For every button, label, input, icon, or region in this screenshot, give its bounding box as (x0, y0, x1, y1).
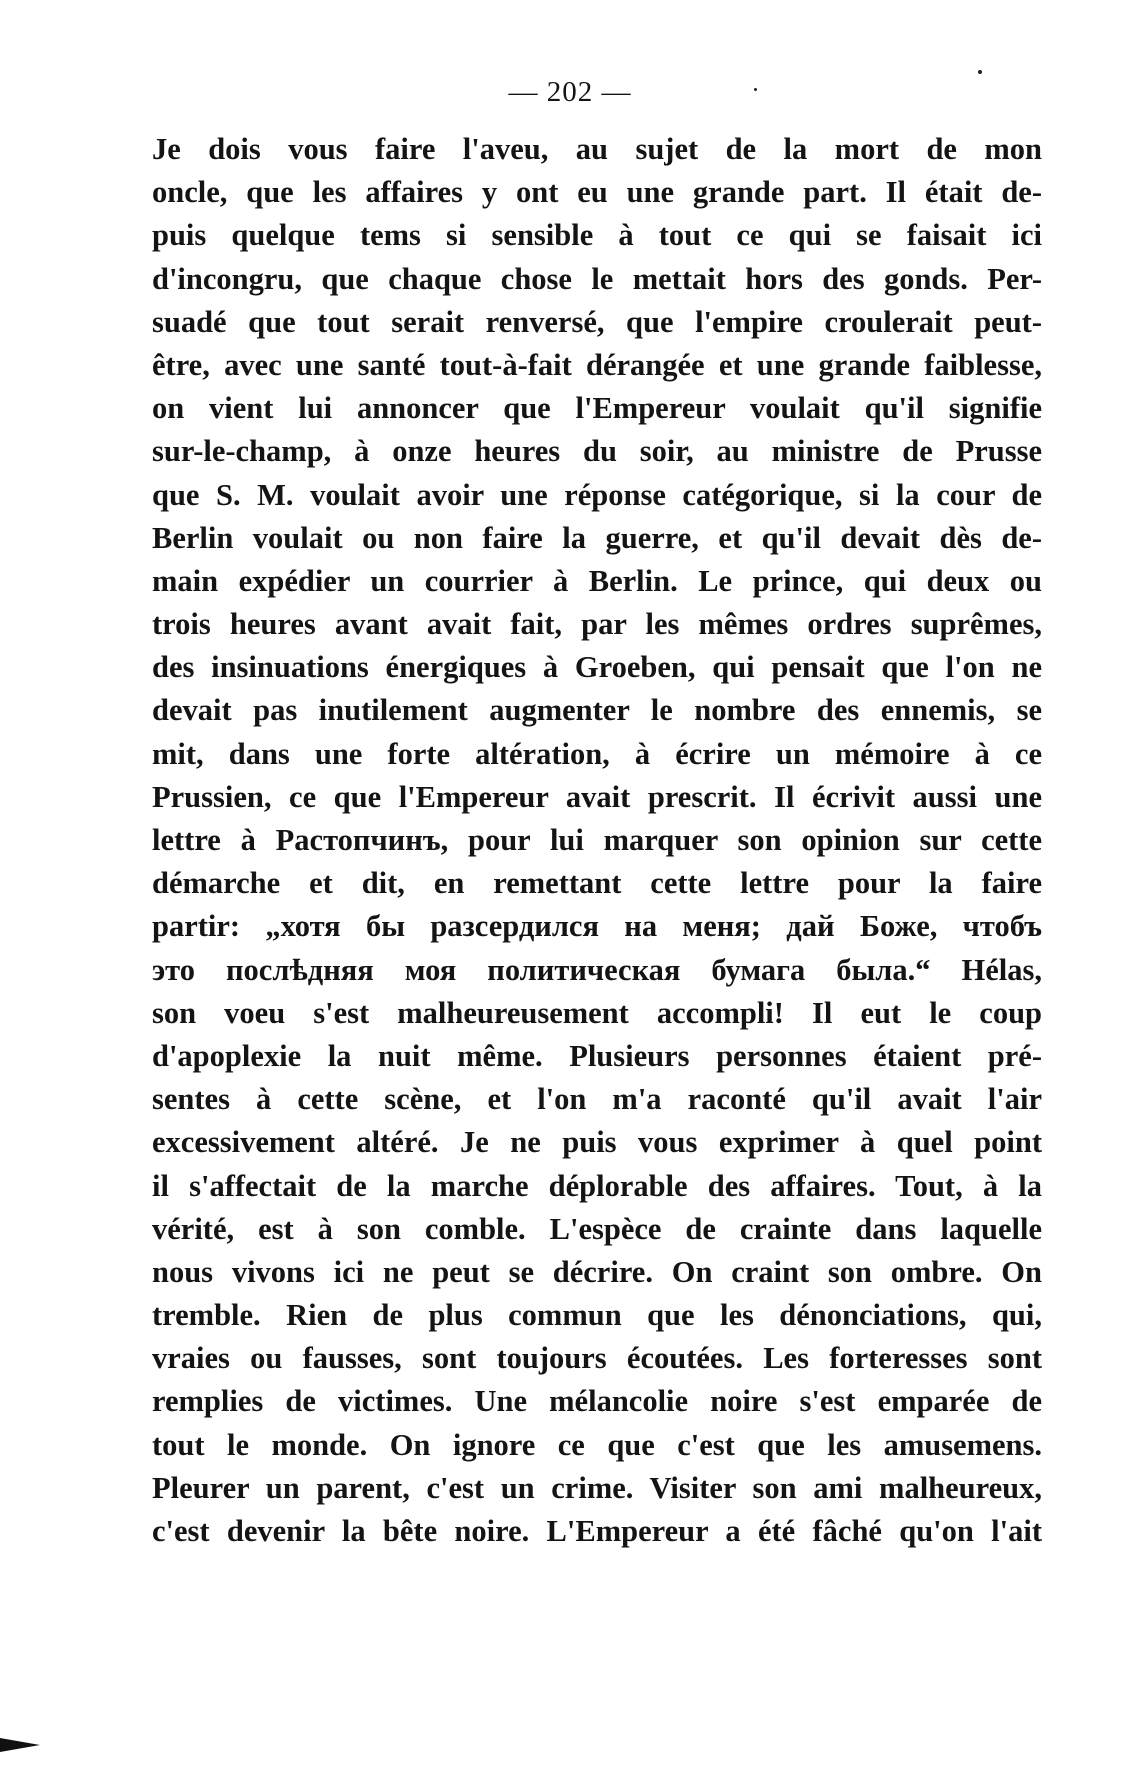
text-line: il s'affectait de la marche déplorable des affaires. Tout, à la (152, 1168, 1042, 1203)
ink-speck (978, 70, 982, 74)
text-line: d'apoplexie la nuit même. Plusieurs personnes étaient pré- (152, 1038, 1042, 1073)
text-line: oncle, que les affaires y ont eu une grande part. Il était de- (152, 175, 1042, 210)
text-line: remplies de victimes. Une mélancolie noire s'est emparée de (152, 1384, 1042, 1419)
text-line: puis quelque tems si sensible à tout ce qui se faisait ici (152, 218, 1042, 253)
text-line: Berlin voulait ou non faire la guerre, et qu'il devait dès de- (152, 520, 1042, 555)
page-corner-mark (0, 1738, 40, 1752)
text-line: это послѣдняя моя политическая бумага была.“ Hélas, (152, 952, 1042, 987)
text-line: on vient lui annoncer que l'Empereur voulait qu'il signifie (152, 391, 1042, 426)
text-line: tremble. Rien de plus commun que les dénonciations, qui, (152, 1298, 1042, 1333)
body-text (152, 128, 1042, 1553)
text-line: vraies ou fausses, sont toujours écoutées. Les forteresses sont (152, 1341, 1042, 1376)
page-number: — 202 — (508, 76, 632, 108)
text-line: son voeu s'est malheureusement accompli! Il eut le coup (152, 995, 1042, 1030)
text-line: lettre à Растопчинъ, pour lui marquer son opinion sur cette (152, 823, 1042, 857)
text-line: excessivement altéré. Je ne puis vous exprimer à quel point (152, 1125, 1042, 1160)
text-line: mit, dans une forte altération, à écrire un mémoire à ce (152, 736, 1042, 771)
text-line: sur-le-champ, à onze heures du soir, au ministre de Prusse (152, 434, 1042, 469)
ink-speck (754, 88, 757, 91)
text-line: des insinuations énergiques à Groeben, qui pensait que l'on ne (152, 650, 1042, 685)
text-line: devait pas inutilement augmenter le nombre des ennemis, se (152, 693, 1042, 728)
text-line: Je dois vous faire l'aveu, au sujet de la mort de mon (152, 132, 1042, 166)
text-line: sentes à cette scène, et l'on m'a raconté qu'il avait l'air (152, 1082, 1042, 1117)
text-line: Prussien, ce que l'Empereur avait prescrit. Il écrivit aussi une (152, 779, 1042, 814)
text-line: main expédier un courrier à Berlin. Le prince, qui deux ou (152, 563, 1042, 598)
text-line: Pleurer un parent, c'est un crime. Visiter son ami malheureux, (152, 1470, 1042, 1505)
text-line: partir: „хотя бы разсердился на меня; дай Боже, чтобъ (152, 909, 1042, 944)
text-line: trois heures avant avait fait, par les mêmes ordres suprêmes, (152, 607, 1042, 642)
text-line: c'est devenir la bête noire. L'Empereur a été fâché qu'on l'ait (152, 1514, 1042, 1548)
text-line: d'incongru, que chaque chose le mettait hors des gonds. Per- (152, 261, 1042, 296)
text-line: vérité, est à son comble. L'espèce de crainte dans laquelle (152, 1211, 1042, 1246)
text-line: tout le monde. On ignore ce que c'est que les amusemens. (152, 1427, 1042, 1462)
text-line: être, avec une santé tout-à-fait dérangée et une grande faiblesse, (152, 347, 1042, 382)
text-line: démarche et dit, en remettant cette lettre pour la faire (152, 866, 1042, 901)
text-line: que S. M. voulait avoir une réponse catégorique, si la cour de (152, 477, 1042, 512)
text-line: nous vivons ici ne peut se décrire. On craint son ombre. On (152, 1254, 1042, 1289)
text-line: suadé que tout serait renversé, que l'empire croulerait peut- (152, 304, 1042, 339)
